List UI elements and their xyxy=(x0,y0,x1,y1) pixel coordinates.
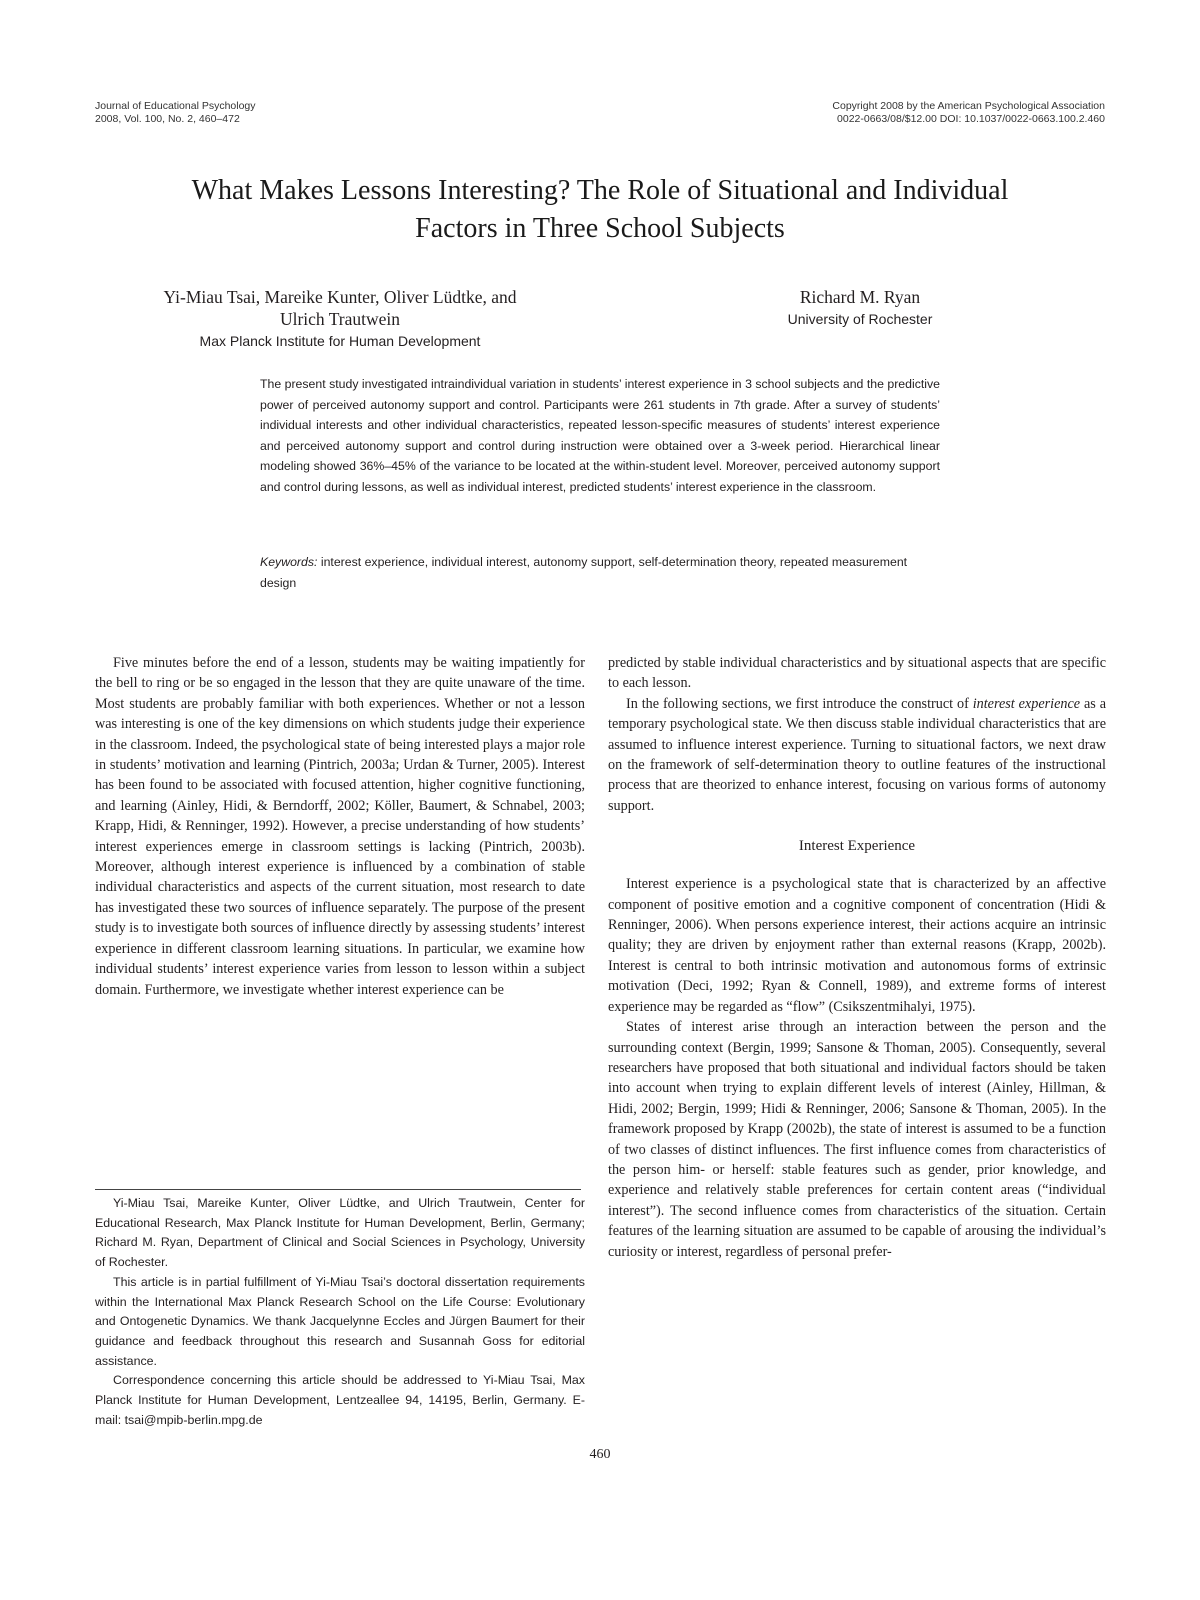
text-run: In the following sections, we first introduce the construct of xyxy=(626,695,973,712)
footnote-affiliations: Yi-Miau Tsai, Mareike Kunter, Oliver Lüdtke, and Ulrich Trautwein, Center for Educational Research, Max Planck Institute for Human Development, Berlin, Germany; Richard M. Ryan, Department of Clinical and Social Sciences in Psychology, University of Rochester. xyxy=(95,1196,585,1270)
footnotes xyxy=(95,1194,585,1430)
journal-info xyxy=(95,100,256,126)
copyright-info xyxy=(832,100,1105,126)
footnote-correspondence: Correspondence concerning this article should be addressed to Yi-Miau Tsai, Max Planck Institute for Human Development, Lentzeallee 94, 14195, Berlin, Germany. E-mail: tsai@mpib-berlin.mpg.de xyxy=(95,1373,585,1427)
title-line-1: What Makes Lessons Interesting? The Role of Situational and Individual xyxy=(191,175,1009,206)
keywords-text: interest experience, individual interest, autonomy support, self-determination theory, repeated measurement design xyxy=(260,555,908,590)
body-paragraph xyxy=(608,694,1106,816)
body-paragraph: Five minutes before the end of a lesson, students may be waiting impatiently for the bell to ring or be so engaged in the lesson that they are quite unaware of the time. Most students are probably familiar with both experiences. Whether or not a lesson was interesting is one of the key dimensions on which students judge their experience in the classroom. Indeed, the psychological state of being interested plays a major role in students’ motivation and learning (Pintrich, 2003a; Urdan & Turner, 2005). Interest has been found to be associated with focused attention, higher cognitive functioning, and learning (Ainley, Hidi, & Berndorff, 2002; Köller, Baumert, & Schnabel, 2003; Krapp, Hidi, & Renninger, 1992). However, a precise understanding of how students’ interest experiences emerge in classroom settings is lacking (Pintrich, 2003b). Moreover, although interest experience is influenced by a combination of stable individual characteristics and aspects of the current situation, most research to date has investigated these two sources of influence separately. The purpose of the present study is to investigate both sources of influence directly by assessing students’ interest experience in different classroom learning situations. In particular, we examine how individual students’ interest experience varies from lesson to lesson within a subject domain. Furthermore, we investigate whether interest experience can be xyxy=(95,655,585,998)
abstract: The present study investigated intraindividual variation in students’ interest experience in 3 school subjects and the predictive power of perceived autonomy support and control. Participants were 261 students in 7th grade. After a survey of students’ individual interests and other individual characteristics, repeated lesson-specific measures of students’ interest experience and perceived autonomy support and control during instruction were obtained over a 3-week period. Hierarchical linear modeling showed 36%–45% of the variance to be located at the within-student level. Moreover, perceived autonomy support and control during lessons, as well as individual interest, predicted students’ interest experience in the classroom. xyxy=(260,377,940,494)
keywords-label: Keywords: xyxy=(260,555,318,569)
keywords xyxy=(260,552,940,593)
page-header xyxy=(95,100,1105,128)
body-column-left xyxy=(95,653,585,1000)
author-names-line-1: Yi-Miau Tsai, Mareike Kunter, Oliver Lüdtke, and xyxy=(163,287,517,307)
doi-line: 0022-0663/08/$12.00 DOI: 10.1037/0022-0663.100.2.460 xyxy=(837,113,1105,125)
body-paragraph: Interest experience is a psychological state that is characterized by an affective component of positive emotion and a cognitive component of concentration (Hidi & Renninger, 2006). When persons experience interest, their actions acquire an intrinsic quality; they are driven by enjoyment rather than external reasons (Krapp, 2002b). Interest is central to both intrinsic motivation and autonomous forms of extrinsic motivation (Deci, 1992; Ryan & Connell, 1989), and extreme forms of interest experience may be regarded as “flow” (Csikszentmihalyi, 1975). xyxy=(608,876,1106,1015)
author-names-line-2: Ulrich Trautwein xyxy=(279,309,401,329)
volume-info: 2008, Vol. 100, No. 2, 460–472 xyxy=(95,113,240,125)
footnote-acknowledgments: This article is in partial fulfillment of Yi-Miau Tsai’s doctoral dissertation requirements within the International Max Planck Research School on the Life Course: Evolutionary and Ontogenetic Dynamics. We thank Jacquelynne Eccles and Jürgen Baumert for their guidance and feedback throughout this research and Susannah Goss for editorial assistance. xyxy=(95,1274,585,1368)
copyright-line: Copyright 2008 by the American Psychological Association xyxy=(832,100,1105,112)
body-column-right xyxy=(608,653,1106,1262)
title-line-2: Factors in Three School Subjects xyxy=(415,213,785,244)
author-name-ryan: Richard M. Ryan xyxy=(799,287,921,307)
body-paragraph-continuation: predicted by stable individual characteristics and by situational aspects that are specific to each lesson. xyxy=(608,655,1106,692)
section-heading: Interest Experience xyxy=(798,838,916,855)
text-run: as a temporary psychological state. We then discuss stable individual characteristics that are assumed to influence interest experience. Turning to situational factors, we next draw on the framework of self-determination theory to outline features of the instructional process that are theorized to enhance interest, focusing on various forms of autonomy support. xyxy=(608,695,1106,814)
author-group-2 xyxy=(740,286,980,329)
author-group-1 xyxy=(95,286,585,351)
journal-name: Journal of Educational Psychology xyxy=(95,100,256,112)
footnote-divider xyxy=(95,1189,581,1190)
italic-term: interest experience xyxy=(972,695,1081,712)
author-affiliation-2: University of Rochester xyxy=(787,311,933,327)
page-number: 460 xyxy=(589,1447,611,1462)
article-title xyxy=(95,172,1105,248)
author-affiliation-1: Max Planck Institute for Human Development xyxy=(199,333,481,349)
body-paragraph: States of interest arise through an interaction between the person and the surrounding context (Bergin, 1999; Sansone & Thoman, 2005). Consequently, several researchers have proposed that both situational and individual factors should be taken into account when trying to explain different levels of interest (Ainley, Hillman, & Hidi, 2002; Bergin, 1999; Hidi & Renninger, 2006; Sansone & Thoman, 2005). In the framework proposed by Krapp (2002b), the state of interest is assumed to be a function of two classes of distinct influences. The first influence comes from characteristics of the person him- or herself: stable features such as gender, prior knowledge, and experience and relatively stable preferences for certain content areas (“individual interest”). The second influence comes from characteristics of the situation. Certain features of the learning situation are assumed to be capable of arousing the individual’s curiosity or interest, regardless of personal prefer- xyxy=(608,1019,1106,1260)
